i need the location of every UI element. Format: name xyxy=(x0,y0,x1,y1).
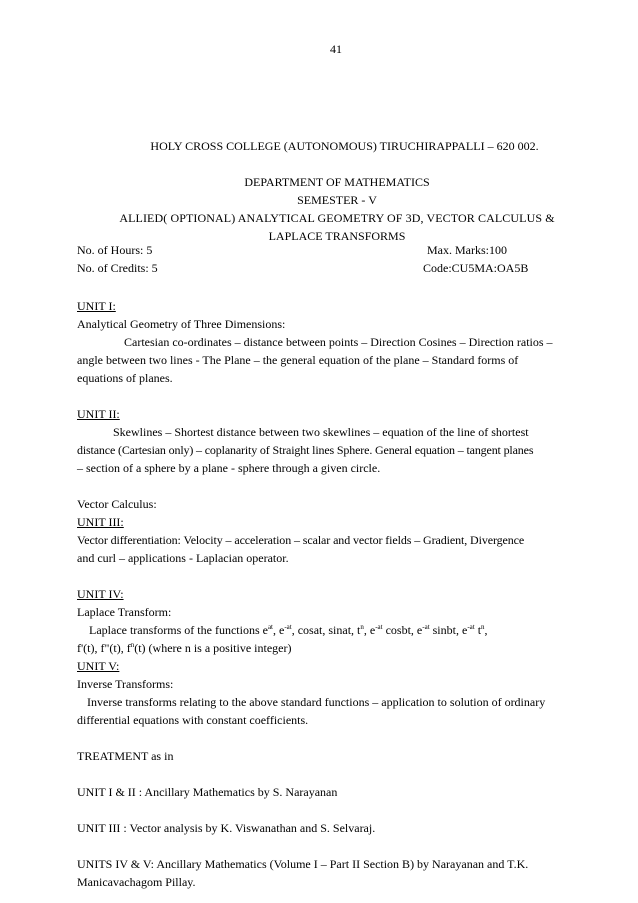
semester-label: SEMESTER - V xyxy=(297,193,377,207)
page-number: 41 xyxy=(330,42,342,56)
unit-5-text-line: differential equations with constant coefficients. xyxy=(77,713,309,727)
unit-2-heading: UNIT II: xyxy=(77,407,120,421)
hours-label: No. of Hours: 5 xyxy=(77,243,153,257)
treatment-heading: TREATMENT as in xyxy=(77,749,174,763)
reference-units-4-5: UNITS IV & V: Ancillary Mathematics (Volume I – Part II Section B) by Narayanan and T.K. xyxy=(77,857,529,871)
unit-2-section xyxy=(77,405,601,477)
department-name: DEPARTMENT OF MATHEMATICS xyxy=(244,175,430,189)
unit-3-text-line: Vector differentiation: Velocity – acceleration – scalar and vector fields – Gradient, Divergence xyxy=(77,533,525,547)
unit-2-text-line: – section of a sphere by a plane - sphere through a given circle. xyxy=(77,461,381,475)
unit-5-heading: UNIT V: xyxy=(77,659,120,673)
credits-label: No. of Credits: 5 xyxy=(77,261,158,275)
reference-units-4-5-cont: Manicavachagom Pillay. xyxy=(77,875,196,889)
unit-1-heading: UNIT I: xyxy=(77,299,116,313)
unit-1-text-line: Cartesian co-ordinates – distance between points – Direction Cosines – Direction ratios – xyxy=(124,335,553,349)
unit-3-title: Vector Calculus: xyxy=(77,497,157,511)
unit-1-text-line: equations of planes. xyxy=(77,371,173,385)
unit-4-derivatives-line: f'(t), f"(t), $f^n(t)$ (where n is a positive integer) xyxy=(77,641,292,655)
document-header xyxy=(77,137,597,245)
unit-1-text-line: angle between two lines - The Plane – the general equation of the plane – Standard forms of xyxy=(77,353,519,367)
unit-4-section xyxy=(77,585,601,657)
unit-2-text-line: Skewlines – Shortest distance between two skewlines – equation of the line of shortest xyxy=(113,425,529,439)
course-code-label: Code:CU5MA:OA5B xyxy=(423,261,529,275)
unit-2-text-line: distance (Cartesian only) – coplanarity of Straight lines Sphere. General equation – tangent planes xyxy=(77,443,534,457)
unit-5-title: Inverse Transforms: xyxy=(77,677,174,691)
unit-1-section xyxy=(77,297,601,387)
treatment-section xyxy=(77,747,601,891)
unit-1-title: Analytical Geometry of Three Dimensions: xyxy=(77,317,286,331)
unit-3-text-line: and curl – applications - Laplacian operator. xyxy=(77,551,289,565)
unit-3-heading: UNIT III: xyxy=(77,515,124,529)
college-name: HOLY CROSS COLLEGE (AUTONOMOUS) TIRUCHIRAPPALLI – 620 002. xyxy=(150,139,539,153)
course-title-line2: LAPLACE TRANSFORMS xyxy=(268,229,406,243)
reference-unit-3: UNIT III : Vector analysis by K. Viswanathan and S. Selvaraj. xyxy=(77,821,376,835)
unit-4-title: Laplace Transform: xyxy=(77,605,172,619)
unit-5-text-line: Inverse transforms relating to the above standard functions – application to solution of ordinary xyxy=(87,695,546,709)
unit-3-section xyxy=(77,495,601,567)
course-meta xyxy=(77,241,597,277)
max-marks-label: Max. Marks:100 xyxy=(427,243,507,257)
unit-4-functions-line: Laplace transforms of the functions $e^{at}$, $e^{-at}$, cosat, sinat, $t^n$, $e^{-at}$ cosbt, $e^{-at}$ sinbt, $e^{-at}$ $t^n$, xyxy=(89,623,488,637)
unit-4-heading: UNIT IV: xyxy=(77,587,124,601)
course-title-line1: ALLIED( OPTIONAL) ANALYTICAL GEOMETRY OF 3D, VECTOR CALCULUS & xyxy=(119,211,555,225)
unit-5-section xyxy=(77,657,601,729)
syllabus-body xyxy=(77,297,601,891)
reference-units-1-2: UNIT I & II : Ancillary Mathematics by S. Narayanan xyxy=(77,785,338,799)
